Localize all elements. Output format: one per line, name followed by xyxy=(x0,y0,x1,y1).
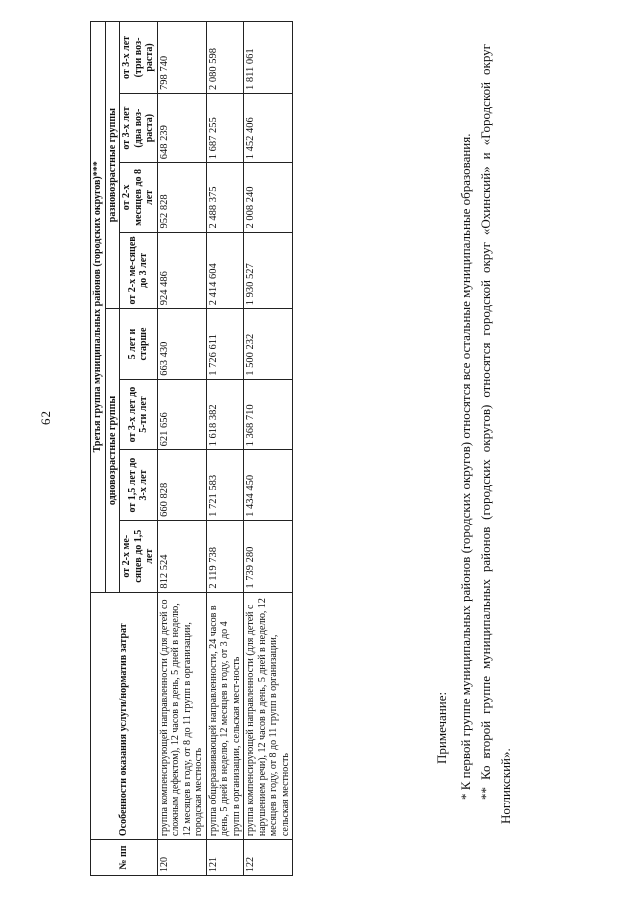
row-value: 2 080 598 xyxy=(206,22,244,94)
row-value: 1 618 382 xyxy=(206,379,244,450)
header-col: от 3-х лет (три воз-раста) xyxy=(120,22,158,94)
row-value: 1 930 527 xyxy=(244,232,293,309)
header-col: от 3-х лет до 5-ти лет xyxy=(120,379,158,450)
table-row xyxy=(244,22,293,876)
row-value: 1 687 255 xyxy=(206,93,244,162)
row-description: группа общеразвивающей направленности, 24 часов в день, 5 дней в неделю, 12 месяцев в году, от 3 до 4 групп в организации, сельская мест-ность xyxy=(206,592,244,840)
page-number: 62 xyxy=(38,410,53,425)
note-title: Примечание: xyxy=(434,691,449,764)
row-description: группа компенсирующей направленности (для детей со сложным дефектом), 12 часов в день, 5 дней в неделю, 12 месяцев в году, от 8 до 11 групп в организации, городская местность xyxy=(157,592,206,840)
header-no: № пп xyxy=(91,840,158,876)
row-value: 1 452 406 xyxy=(244,93,293,162)
header-single-age: одновозрастные группы xyxy=(105,309,120,592)
row-value: 952 828 xyxy=(157,163,206,232)
row-value: 2 008 240 xyxy=(244,163,293,232)
header-col: 5 лет и старше xyxy=(120,309,158,380)
row-number: 122 xyxy=(244,840,293,876)
row-value: 1 726 611 xyxy=(206,309,244,380)
row-value: 1 739 280 xyxy=(244,520,293,592)
row-value: 648 239 xyxy=(157,93,206,162)
row-description: группа компенсирующей направленности (для детей с нарушением речи), 12 часов в день, 5 дней в неделю, 12 месяцев в году, от 8 до 11 групп в организации, сельская местность xyxy=(244,592,293,840)
footnotes xyxy=(432,44,517,824)
row-value: 2 488 375 xyxy=(206,163,244,232)
row-value: 1 721 583 xyxy=(206,450,244,521)
header-col: от 2-х ме-сяцев до 1,5 лет xyxy=(120,520,158,592)
row-value: 1 811 061 xyxy=(244,22,293,94)
note-second-group: ** Ко второй группе муниципальных районов (городских округов) относятся городской округ «Охинский» и «Городской округ Ногликский». xyxy=(478,44,514,824)
row-value: 1 434 450 xyxy=(244,450,293,521)
row-value: 1 368 710 xyxy=(244,379,293,450)
table-row xyxy=(206,22,244,876)
row-value: 621 656 xyxy=(157,379,206,450)
header-col: от 3-х лет (два воз-раста) xyxy=(120,93,158,162)
row-value: 660 828 xyxy=(157,450,206,521)
row-value: 2 119 738 xyxy=(206,520,244,592)
row-number: 120 xyxy=(157,840,206,876)
row-value: 663 430 xyxy=(157,309,206,380)
header-features: Особенности оказания услуги/норматив затрат xyxy=(91,592,158,840)
row-value: 798 740 xyxy=(157,22,206,94)
cost-norms-table xyxy=(90,21,293,876)
note-first-group: * К первой группе муниципальных районов (городских округов) относятся все остальные муниципальные образования. xyxy=(458,133,474,800)
table-row xyxy=(157,22,206,876)
row-value: 2 414 604 xyxy=(206,232,244,309)
row-value: 1 500 232 xyxy=(244,309,293,380)
header-mixed-age: разновозрастные группы xyxy=(105,22,120,309)
row-number: 121 xyxy=(206,840,244,876)
row-value: 924 486 xyxy=(157,232,206,309)
header-col: от 2-х месяцев до 8 лет xyxy=(120,163,158,232)
header-col: от 1,5 лет до 3-х лет xyxy=(120,450,158,521)
row-value: 812 524 xyxy=(157,520,206,592)
header-group: Третья группа муниципальных районов (городских округов)*** xyxy=(91,22,106,593)
header-col: от 2-х ме-сяцев до 3 лет xyxy=(120,232,158,309)
